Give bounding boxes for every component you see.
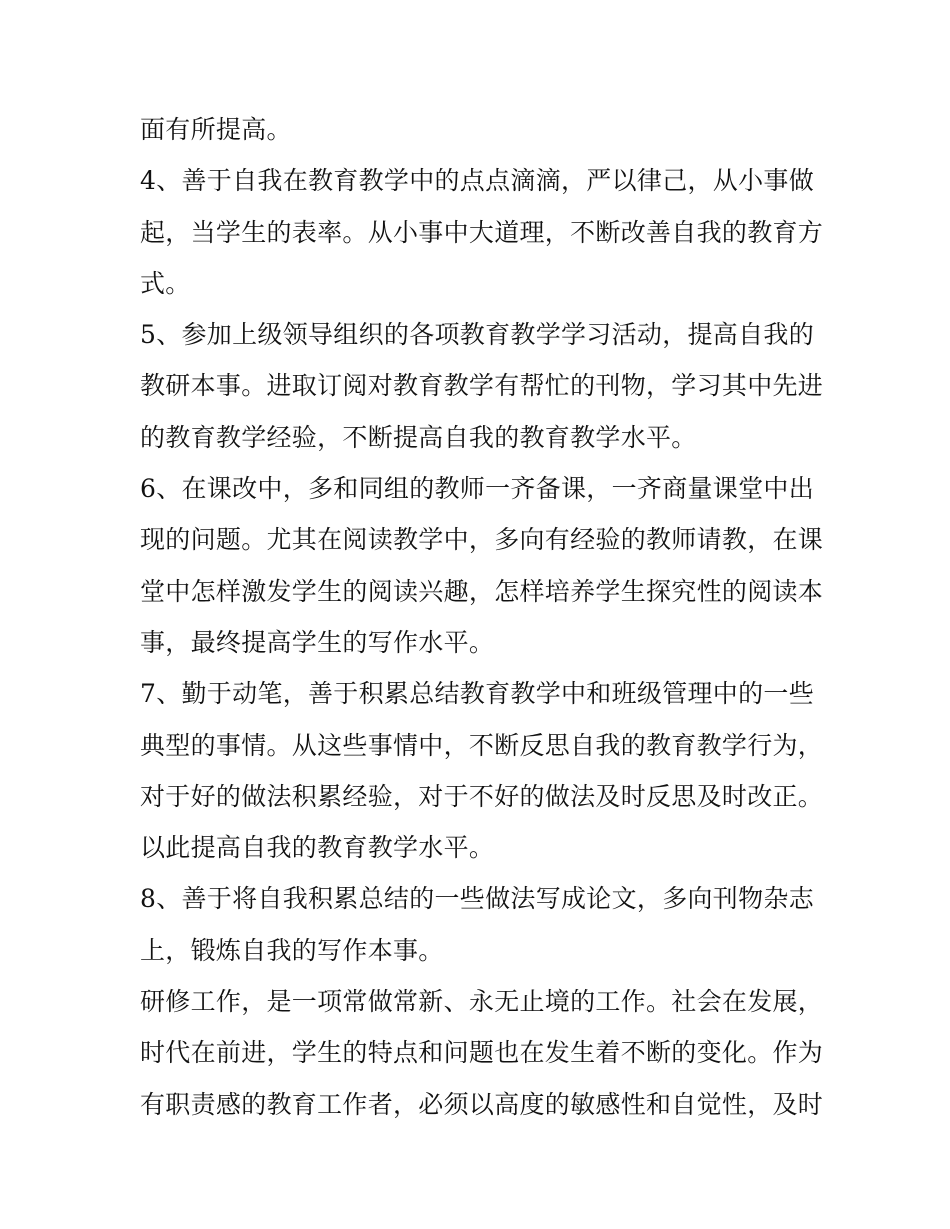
- text-line: 式。: [140, 268, 191, 298]
- text-line: 时代在前进，学生的特点和问题也在发生着不断的变化。作为: [140, 1038, 824, 1068]
- text-line: 4、善于自我在教育教学中的点点滴滴，严以律己，从小事做: [140, 166, 815, 196]
- text-line: 7、勤于动笔，善于积累总结教育教学中和班级管理中的一些: [140, 679, 815, 709]
- text-line: 典型的事情。从这些事情中，不断反思自我的教育教学行为，: [140, 730, 824, 760]
- text-line: 有职责感的教育工作者，必须以高度的敏感性和自觉性，及时: [140, 1089, 824, 1119]
- text-line: 的教育教学经验，不断提高自我的教育教学水平。: [140, 422, 697, 452]
- body-text: [140, 104, 824, 1130]
- text-line: 5、参加上级领导组织的各项教育教学学习活动，提高自我的: [140, 320, 815, 350]
- text-line: 上，锻炼自我的写作本事。: [140, 935, 444, 965]
- text-line: 教研本事。进取订阅对教育教学有帮忙的刊物，学习其中先进: [140, 371, 824, 401]
- text-line: 现的问题。尤其在阅读教学中，多向有经验的教师请教，在课: [140, 525, 824, 555]
- text-line: 研修工作，是一项常做常新、永无止境的工作。社会在发展，: [140, 987, 824, 1017]
- text-line: 6、在课改中，多和同组的教师一齐备课，一齐商量课堂中出: [140, 474, 815, 504]
- text-line: 以此提高自我的教育教学水平。: [140, 833, 495, 863]
- text-line: 起，当学生的表率。从小事中大道理，不断改善自我的教育方: [140, 217, 824, 247]
- text-line: 堂中怎样激发学生的阅读兴趣，怎样培养学生探究性的阅读本: [140, 576, 824, 606]
- text-line: 事，最终提高学生的写作水平。: [140, 627, 495, 657]
- text-line: 面有所提高。: [140, 115, 292, 144]
- text-line: 8、善于将自我积累总结的一些做法写成论文，多向刊物杂志: [140, 884, 815, 914]
- text-line: 对于好的做法积累经验，对于不好的做法及时反思及时改正。: [140, 781, 824, 811]
